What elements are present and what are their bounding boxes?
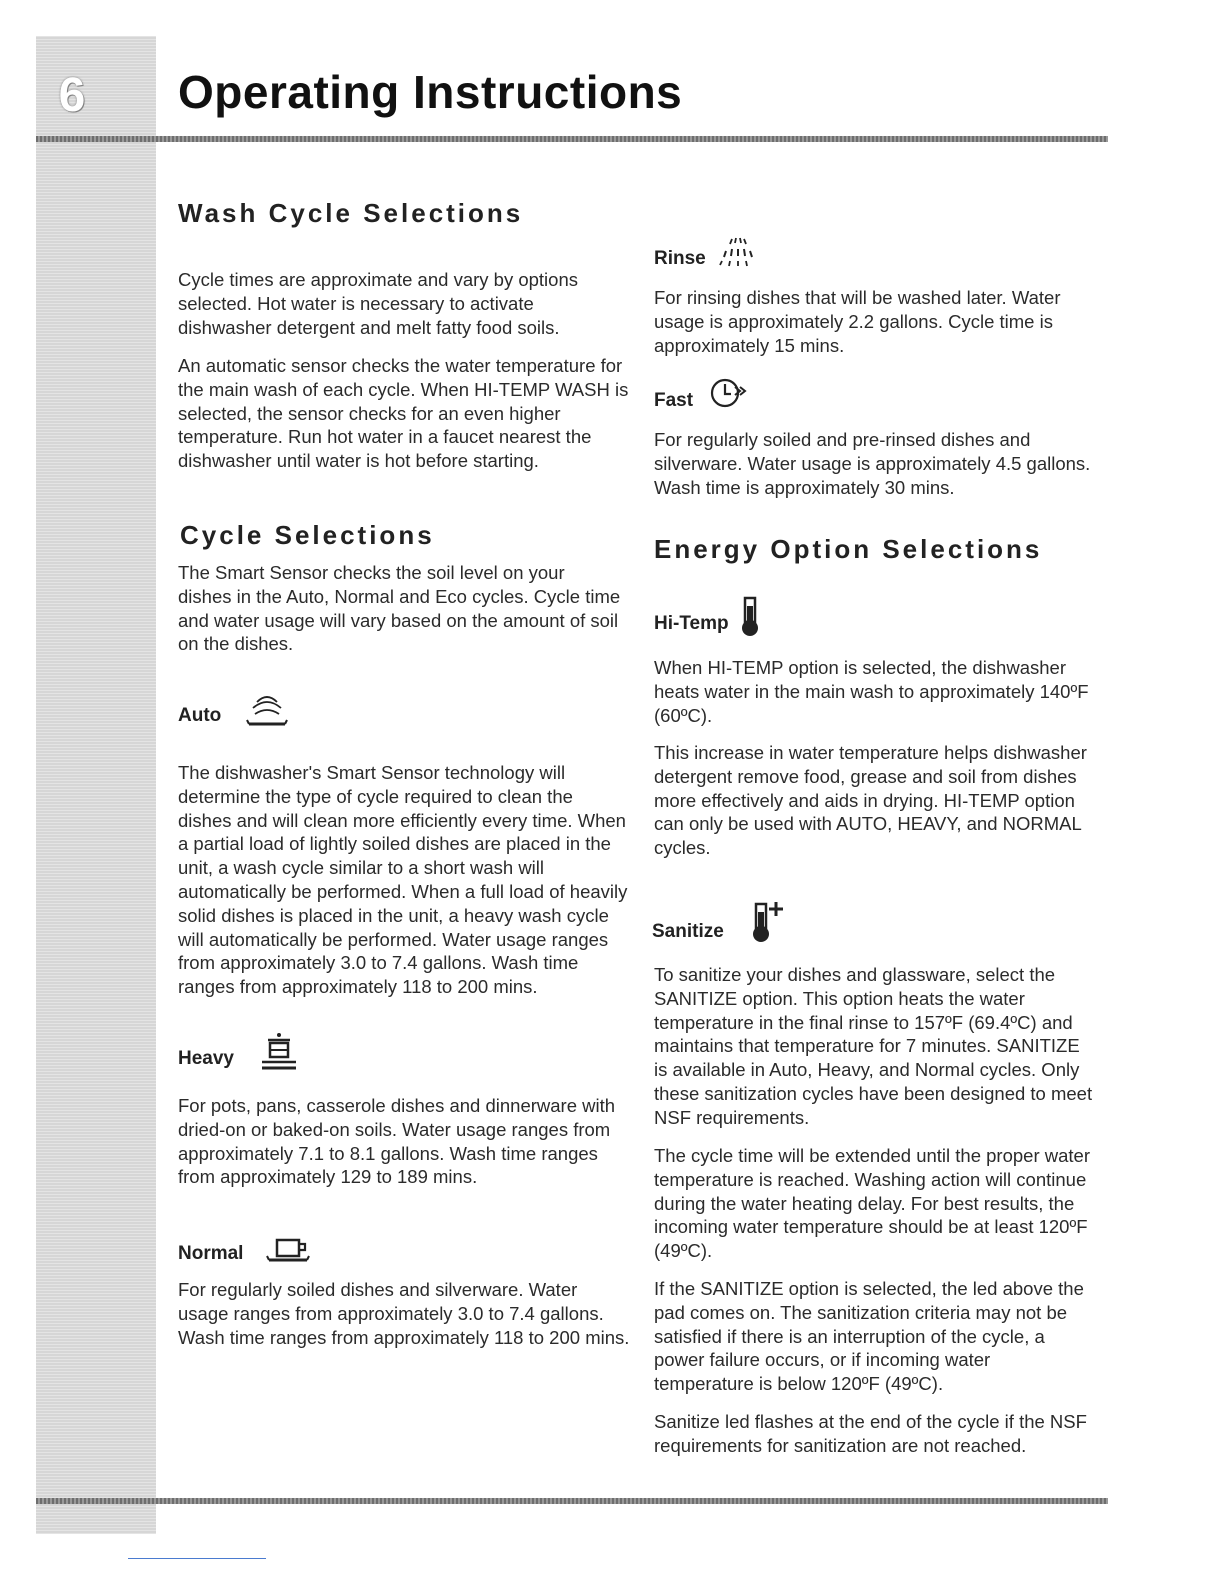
sanitize-paragraph-3: If the SANITIZE option is selected, the led above the pad comes on. The sanitization criteria may not be satisfied if there is an interruption of the cycle, a power failure occurs, or if incoming water temperature is below 120ºF (49ºC). [654,1278,1084,1395]
heavy-cycle-label [178,1040,304,1078]
header-rule [36,136,1108,142]
thermometer-icon [739,596,761,638]
chapter-sidebar [36,36,156,1534]
sanitize-paragraph-1: To sanitize your dishes and glassware, select the SANITIZE option. This option heats the water temperature in the final rinse to 157ºF (69.4ºC) and maintains that temperature for 7 minutes. SANITIZE is available in Auto, Heavy, and Normal cycles. Only these sanitization cycles have been designed to meet NSF requirements. [654,964,1093,1128]
hi-temp-label-text: Hi-Temp [654,613,729,634]
sanitize-label-text: Sanitize [652,921,724,942]
footer-underline [128,1558,266,1559]
wash-cycle-selections-heading: Wash Cycle Selections [178,198,524,228]
auto-cycle-label [178,702,291,730]
auto-cycle-description: The dishwasher's Smart Sensor technology will determine the type of cycle required to clean the dishes and will clean more efficiently every time. When a partial load of lightly soiled dishes are placed in the unit, a wash cycle similar to a short wash will automatically be performed. When a full load of heavily solid dishes is placed in the unit, a heavy wash cycle will automatically be performed. Water usage ranges from approximately 3.0 to 7.4 gallons. Wash time ranges from approximately 118 to 200 mins. [178,762,628,998]
rinse-label-text: Rinse [654,248,706,269]
fast-cycle-label [654,390,751,412]
fast-cycle-description: For regularly soiled and pre-rinsed dishes and silverware. Water usage is approximately 4.5 gallons. Wash time is approximately 30 mins. [654,429,1091,498]
chapter-number: 6 [58,69,86,122]
auto-label-text: Auto [178,705,222,726]
energy-option-selections-heading: Energy Option Selections [654,534,1043,564]
heavy-cycle-description: For pots, pans, casserole dishes and dinnerware with dried-on or baked-on soils. Water usage ranges from approximately 7.1 to 8.1 gallons. Wash time ranges from approximately 129 to 189 mins. [178,1095,616,1188]
rinse-cycle-description: For rinsing dishes that will be washed later. Water usage is approximately 2.2 gallons. Cycle time is approximately 15 mins. [654,287,1061,356]
sensor-paragraph: An automatic sensor checks the water temperature for the main wash of each cycle. When HI-TEMP WASH is selected, the sensor checks for an even higher temperature. Run hot water in a faucet nearest the dishwasher until water is hot before starting. [178,355,629,472]
footer-rule [36,1498,1108,1504]
cycle-selections-heading: Cycle Selections [180,520,435,550]
fast-clock-icon [709,375,751,411]
page-title: Operating Instructions [178,66,683,118]
auto-sensor-icon [243,690,291,730]
heavy-pot-icon [258,1032,304,1078]
normal-label-text: Normal [178,1243,244,1264]
rinse-cycle-label [654,248,758,270]
sanitize-option-label [652,918,790,946]
normal-cup-icon [265,1236,313,1268]
smart-sensor-paragraph: The Smart Sensor checks the soil level on your dishes in the Auto, Normal and Eco cycles. Cycle time and water usage will vary based on the amount of soil on the dishes. [178,562,621,655]
normal-cycle-label [178,1240,313,1268]
fast-label-text: Fast [654,390,694,411]
normal-cycle-description: For regularly soiled dishes and silverware. Water usage ranges from approximately 3.0 to 7.4 gallons. Wash time ranges from approximately 118 to 200 mins. [178,1279,630,1348]
hi-temp-paragraph-2: This increase in water temperature helps dishwasher detergent remove food, grease and soil from dishes more effectively and aids in drying. HI-TEMP option can only be used with AUTO, HEAVY, and NORMAL cycles. [654,742,1087,859]
sanitize-paragraph-2: The cycle time will be extended until the proper water temperature is reached. Washing action will continue during the water heating delay. For best results, the incoming water temperature should be at least 120ºF (49ºC). [654,1145,1090,1262]
hi-temp-paragraph-1: When HI-TEMP option is selected, the dishwasher heats water in the main wash to approximately 140ºF (60ºC). [654,657,1089,726]
thermometer-plus-icon [750,900,790,946]
rinse-spray-icon [718,235,758,269]
sanitize-paragraph-4: Sanitize led flashes at the end of the cycle if the NSF requirements for sanitization are not reached. [654,1411,1087,1456]
wash-cycle-intro-paragraph: Cycle times are approximate and vary by options selected. Hot water is necessary to activate dishwasher detergent and melt fatty food soils. [178,269,578,338]
heavy-label-text: Heavy [178,1048,234,1069]
hi-temp-option-label [654,610,761,638]
